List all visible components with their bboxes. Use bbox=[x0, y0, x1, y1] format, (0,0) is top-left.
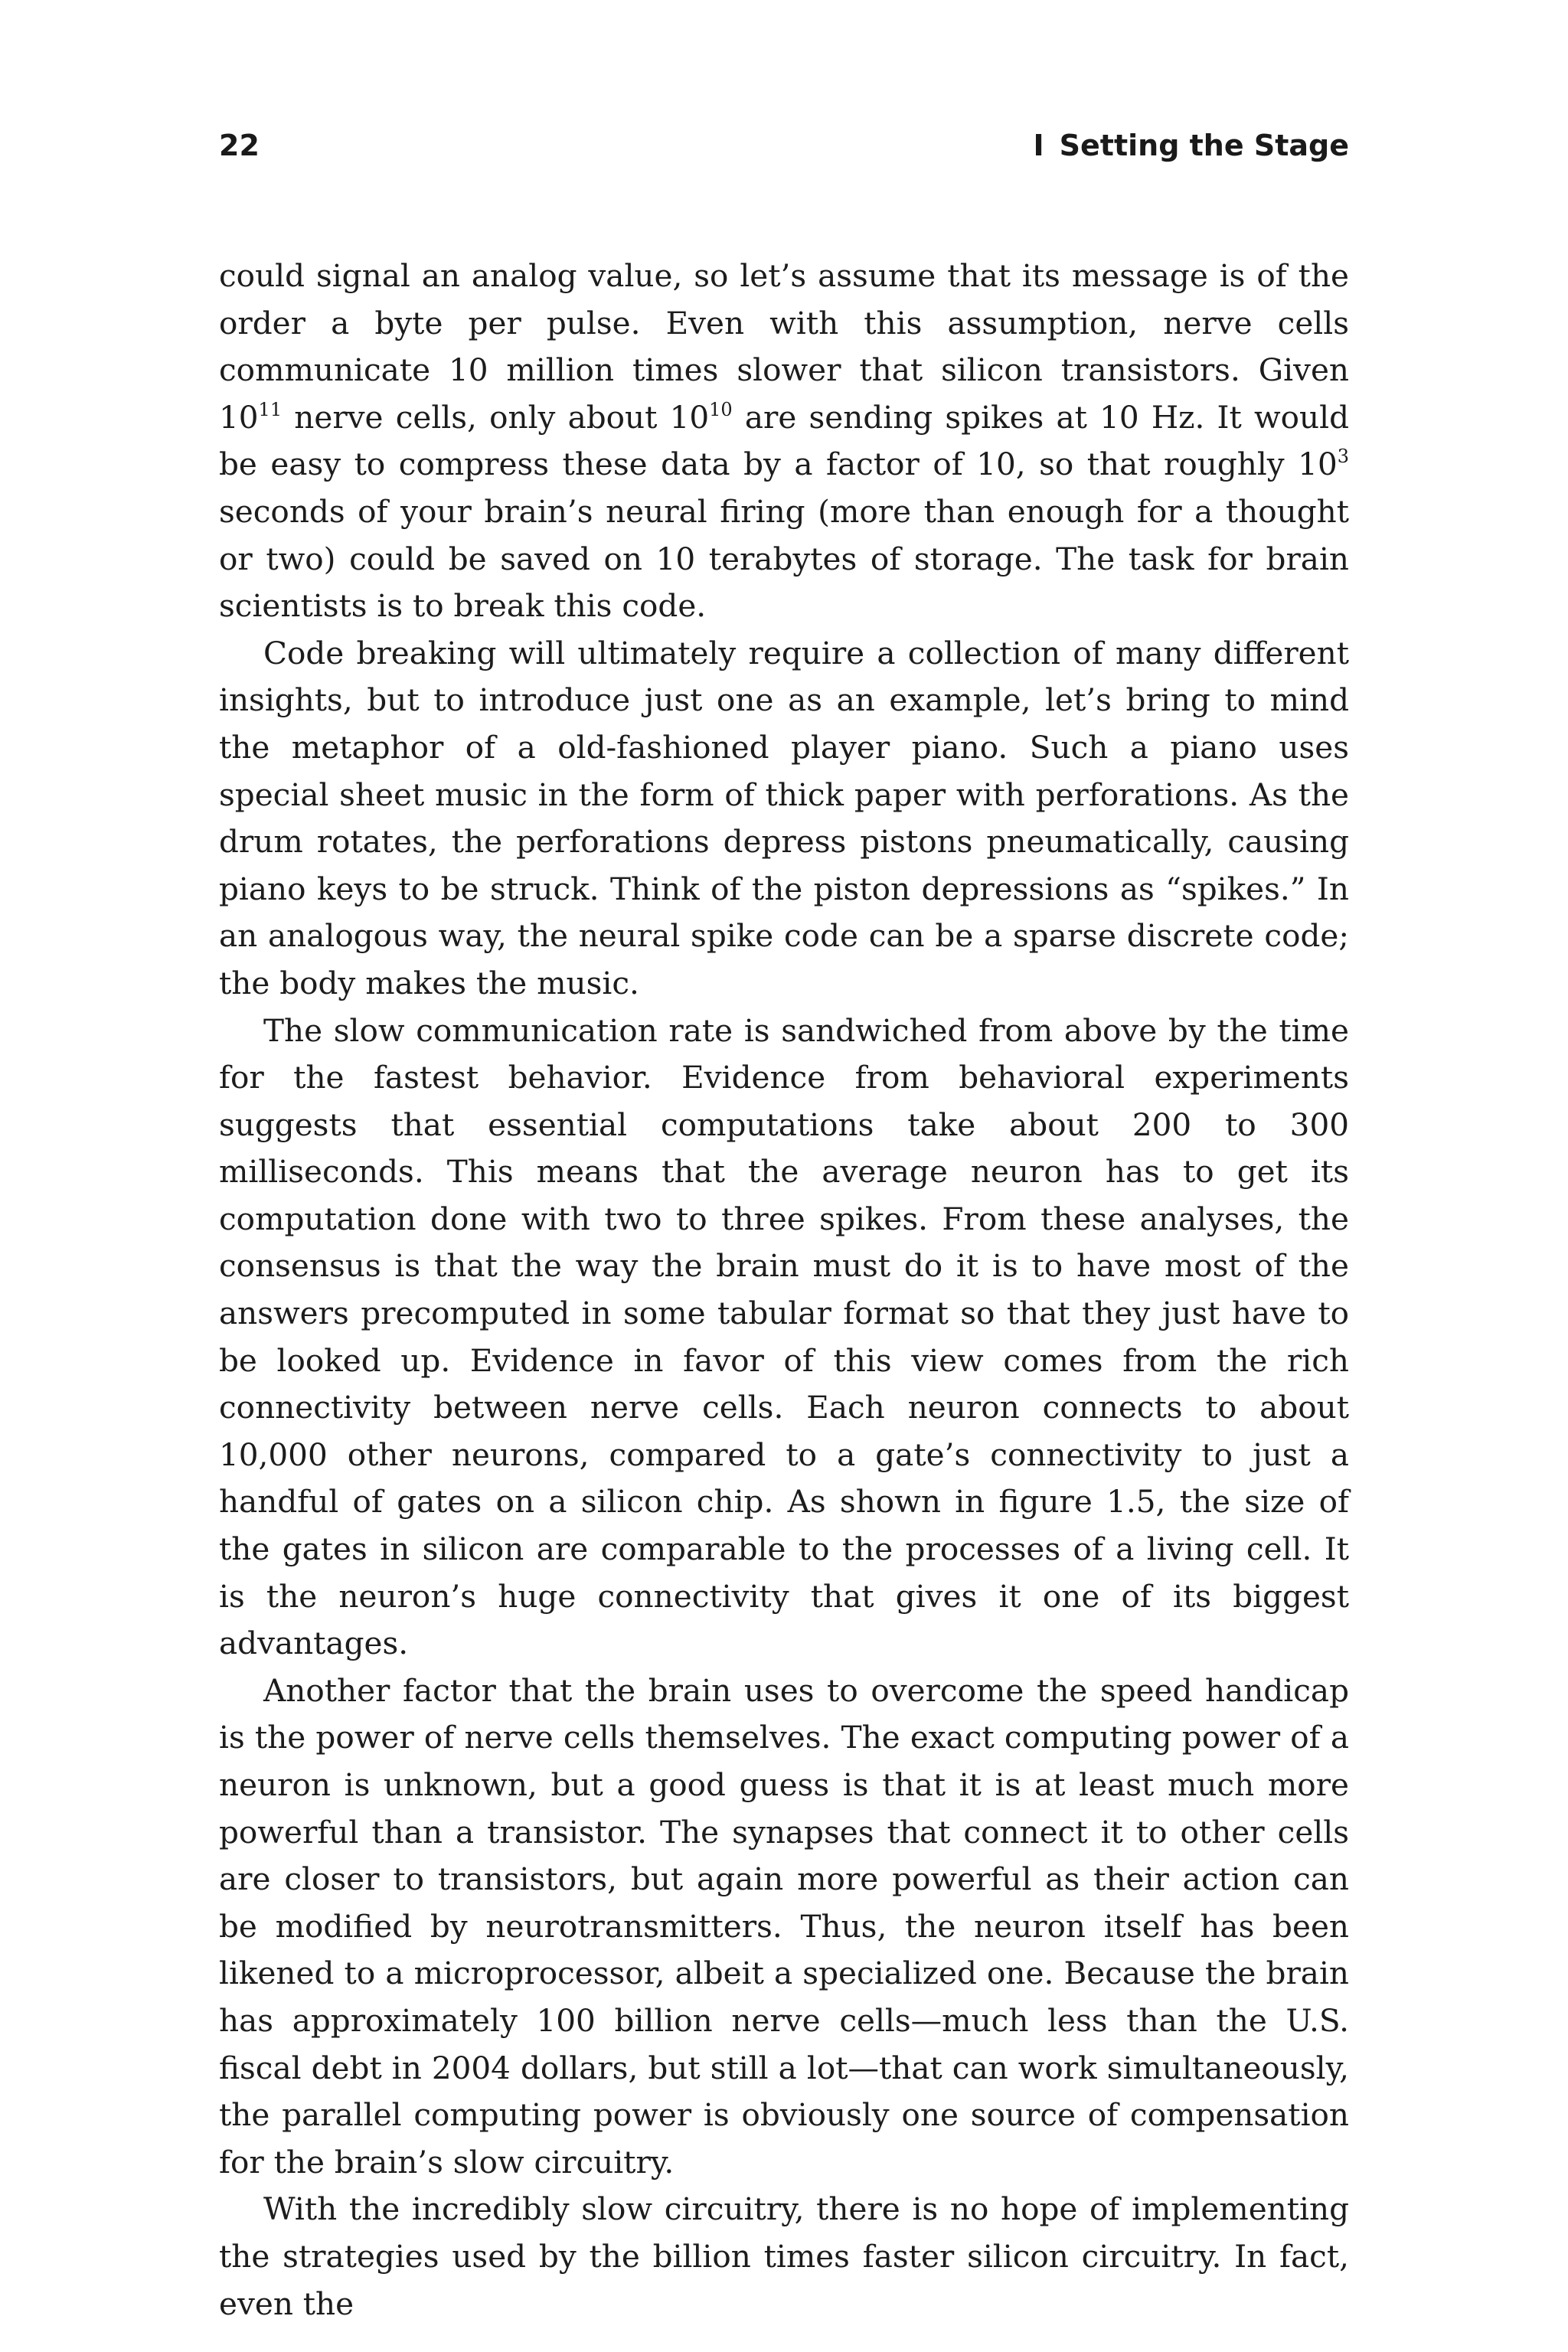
part-title: Setting the Stage bbox=[1059, 129, 1349, 162]
running-head bbox=[219, 122, 1349, 168]
paragraph: Code breaking will ultimately require a collection of many different insights, but to introduce just one as an example, let’s bring to mind the metaphor of a old-fashioned player piano. Such a piano uses special sheet music in the form of thick paper with perforations. As the drum rotates, the perforations depress pistons pneumatically, causing piano keys to be struck. Think of the piston depressions as “spikes.” In an analogous way, the neural spike code can be a sparse discrete code; the body makes the music. bbox=[219, 634, 1349, 1001]
text-run: nerve cells, only about 10 bbox=[282, 398, 710, 436]
paragraph-continued bbox=[219, 253, 1349, 630]
text-run: seconds of your brain’s neural firing (more than enough for a thought or two) could be saved on 10 terabytes of storage. The task for brain scientists is to break this code. bbox=[219, 492, 1349, 625]
exponent: 10 bbox=[709, 398, 733, 420]
exponent: 11 bbox=[258, 398, 283, 420]
section-title bbox=[1034, 129, 1350, 162]
text-run: could signal an analog value, so let’s assume that its message is of the order a byte per pulse. Even with this assumption, nerve cells communicate 10 million times slower that silicon transistors. Given 10 bbox=[219, 257, 1349, 436]
page-number: 22 bbox=[219, 129, 260, 162]
text-run: are sending spikes at 10 Hz. It would be easy to compress these data by a factor of 10, so that roughly 10 bbox=[219, 398, 1349, 483]
paragraph: Another factor that the brain uses to overcome the speed handicap is the power of nerve cells themselves. The exact computing power of a neuron is unknown, but a good guess is that it is at least much more powerful than a transistor. The synapses that connect it to other cells are closer to transistors, but again more powerful as their action can be modified by neurotransmitters. Thus, the neuron itself has been likened to a microprocessor, albeit a specialized one. Because the brain has approximately 100 billion nerve cells—much less than the U.S. fiscal debt in 2004 dollars, but still a lot—that can work simultaneously, the parallel computing power is obviously one source of compensation for the brain’s slow circuitry. bbox=[219, 1671, 1349, 2180]
paragraph: The slow communication rate is sandwiched from above by the time for the fastest behavior. Evidence from behavioral experiments suggests that essential computations take about 200 to 300 milliseconds. This means that the average neuron has to get its computation done with two to three spikes. From these analyses, the consensus is that the way the brain must do it is to have most of the answers precomputed in some tabular format so that they just have to be looked up. Evidence in favor of this view comes from the rich connectivity between nerve cells. Each neuron connects to about 10,000 other neurons, compared to a gate’s connectivity to just a handful of gates on a silicon chip. As shown in figure 1.5, the size of the gates in silicon are comparable to the processes of a living cell. It is the neuron’s huge connectivity that gives it one of its biggest advantages. bbox=[219, 1011, 1349, 1662]
exponent: 3 bbox=[1337, 446, 1349, 468]
paragraph: With the incredibly slow circuitry, there is no hope of implementing the strategies used by the billion times faster silicon circuitry. In fact, even the bbox=[219, 2190, 1349, 2322]
body-text bbox=[219, 253, 1349, 2328]
part-marker: I bbox=[1033, 129, 1044, 162]
